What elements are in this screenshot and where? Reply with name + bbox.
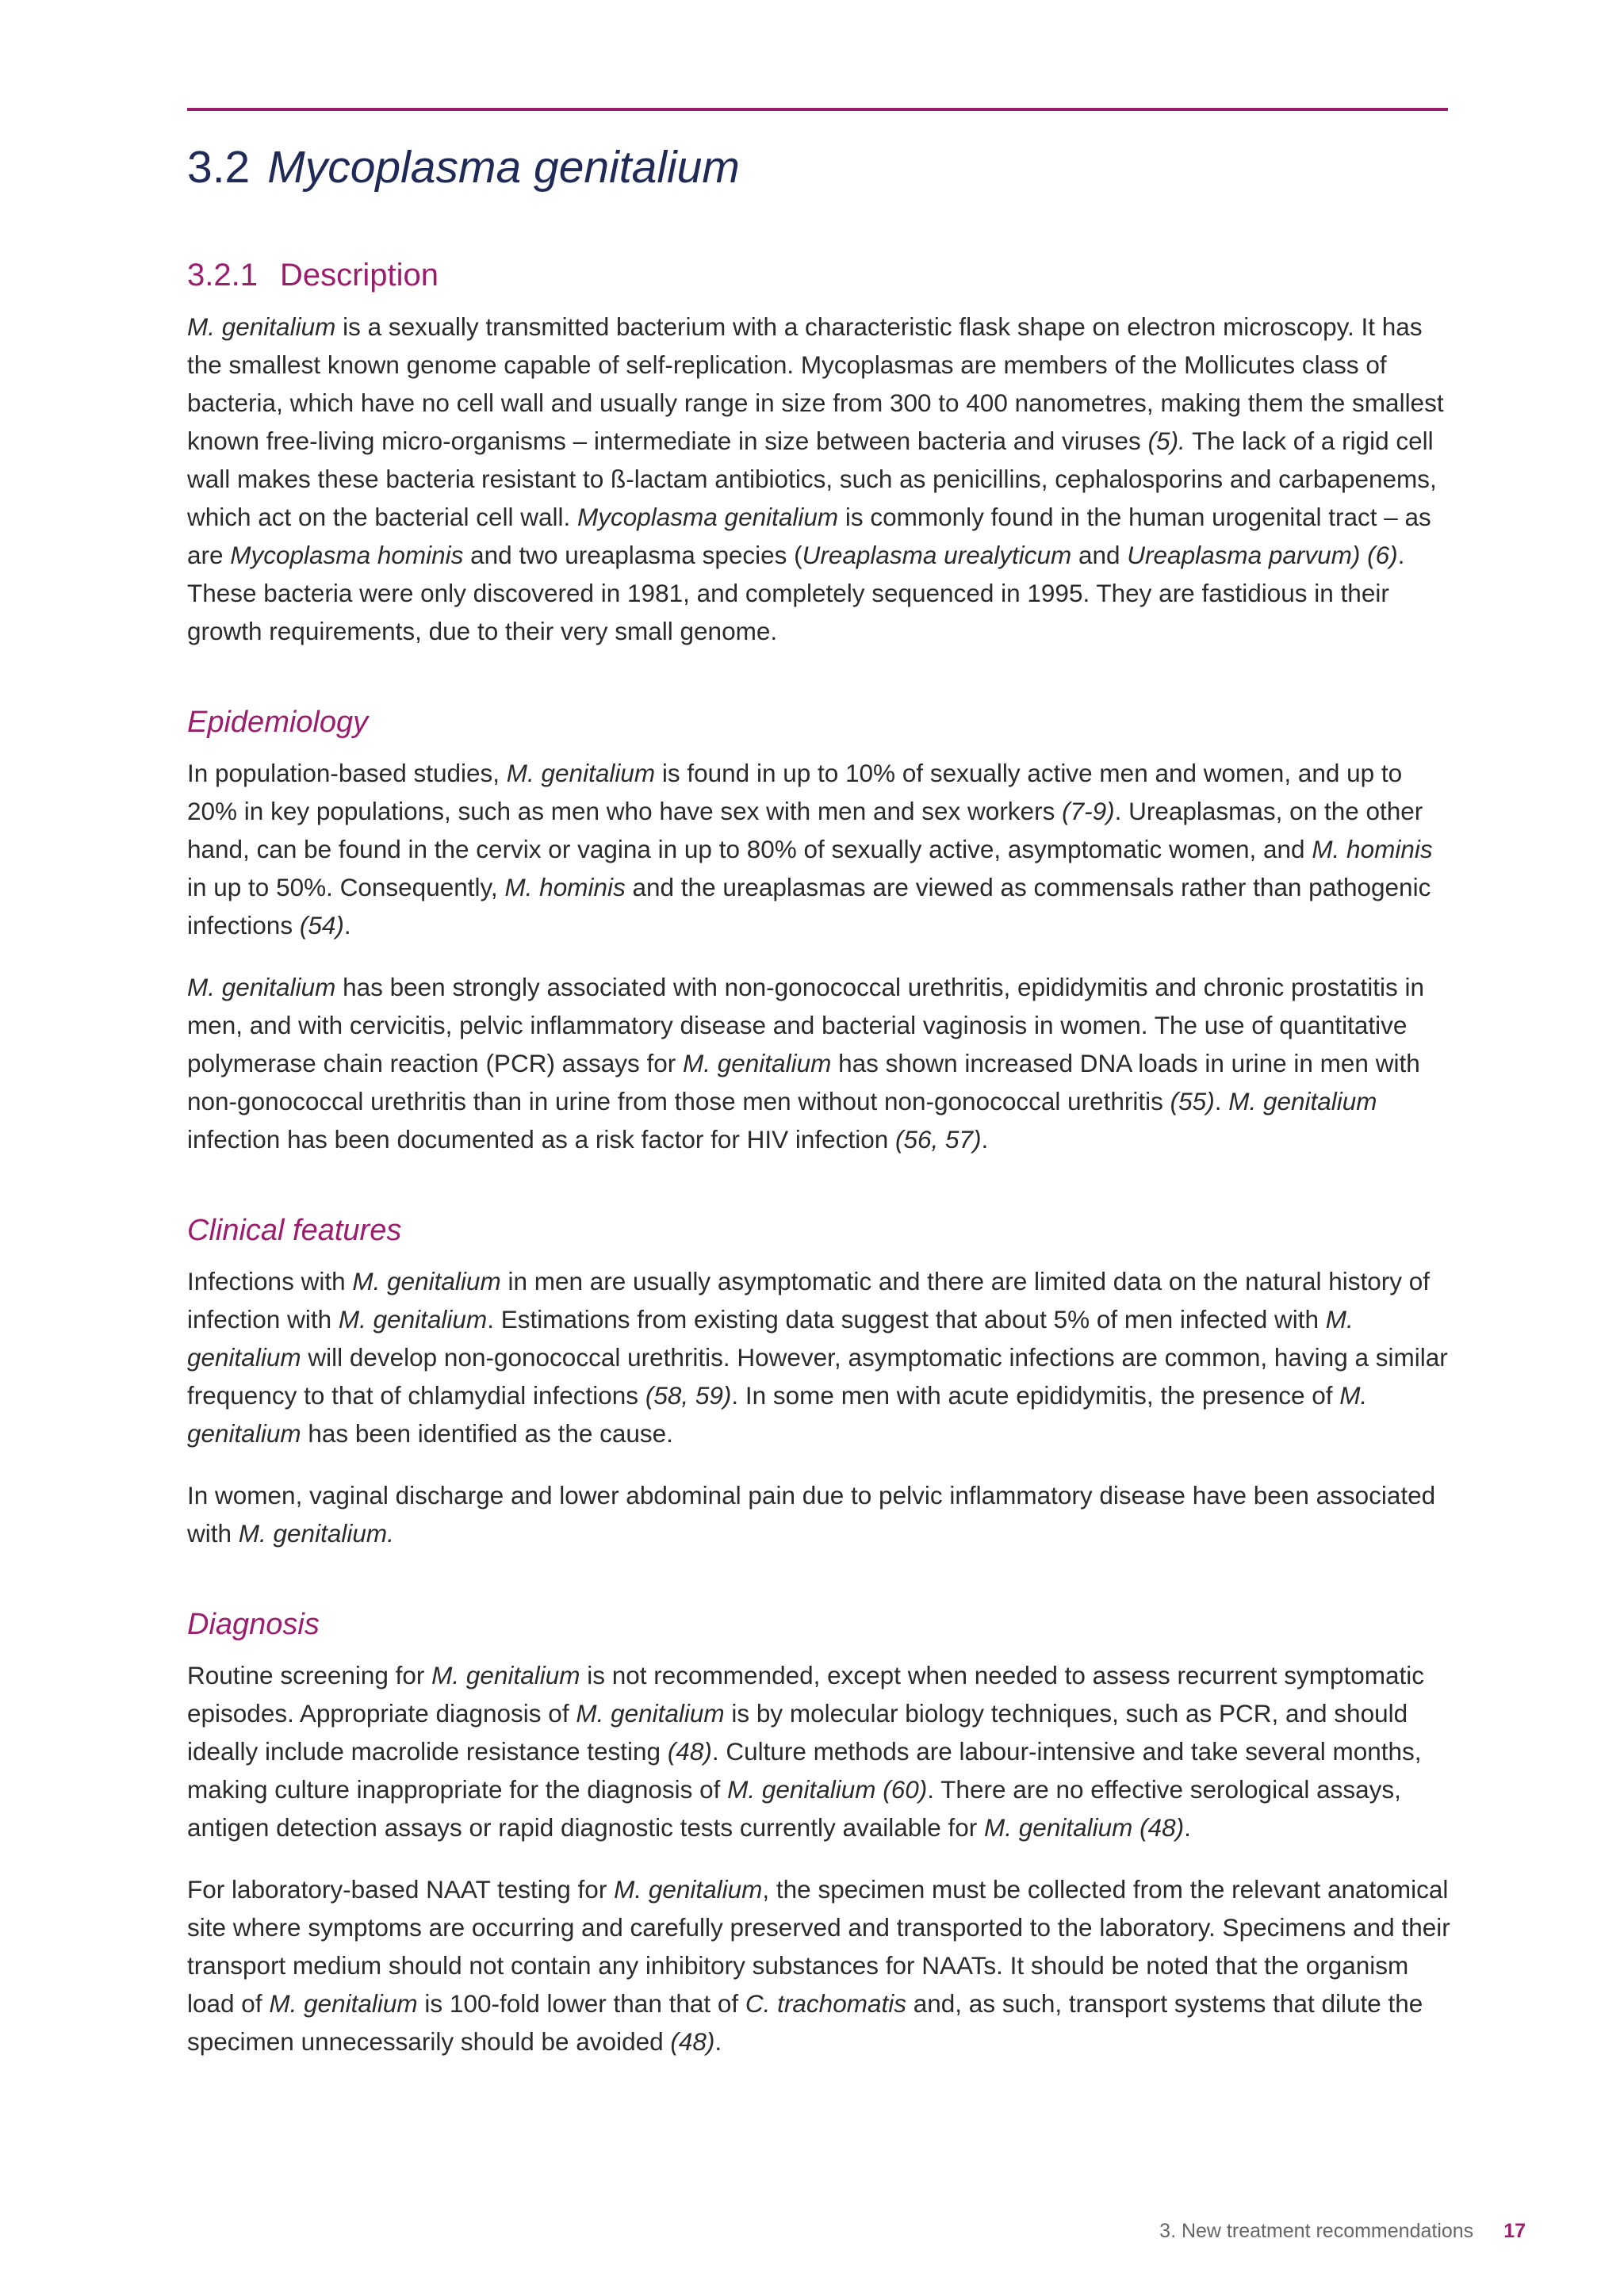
text-run: In women, vaginal discharge and lower abdominal pain due to pelvic inflammatory disease have been associated with [187,1481,1436,1548]
italic-run: M. genitalium [187,973,336,1001]
text-run: The lack of a rigid cell wall makes these bacteria resistant to ß-lactam antibiotics, such as penicillins, cephalosporins and carbapenems, which act on the bacterial cell wall. [187,427,1437,531]
italic-run: M. genitalium [187,1381,1368,1448]
section-title-text: Mycoplasma genitalium [267,142,740,193]
text-run: is commonly found in the human urogenital tract – as are [187,503,1431,569]
text-run: in men are usually asymptomatic and there are limited data on the natural history of infection with [187,1267,1431,1334]
section-number: 3.2 [187,142,251,193]
text-run: is not recommended, except when needed to assess recurrent symptomatic episodes. Appropriate diagnosis of [187,1661,1425,1728]
italic-run: M. genitalium [614,1875,763,1904]
italic-run: Ureaplasma urealyticum [802,541,1072,569]
text-run: is by molecular biology techniques, such as PCR, and should ideally include macrolide resistance testing [187,1699,1408,1766]
italic-run: M. genitalium [576,1699,725,1728]
text-run: . [1214,1087,1229,1115]
text-run: In population-based studies, [187,759,507,787]
italic-run: M. genitalium [683,1049,832,1077]
text-run: Routine screening for [187,1661,432,1689]
description-paragraph [187,308,1456,650]
text-run: has shown increased DNA loads in urine in men with non-gonococcal urethritis than in urine from those men without non-gonococcal urethritis [187,1049,1420,1115]
italic-run: (58, 59) [645,1381,732,1410]
italic-run: Mycoplasma genitalium [577,503,839,531]
page-body [187,258,1456,2084]
italic-run: (48) [670,2027,715,2056]
italic-run: M. genitalium [187,1305,1354,1372]
text-run: and [1071,541,1128,569]
italic-run: (48) [667,1737,712,1766]
text-run: will develop non-gonococcal urethritis. However, asymptomatic infections are common, having a similar frequency to that of chlamydial infections [187,1343,1448,1410]
italic-run: M. genitalium [338,1305,488,1334]
text-run: . [714,2027,722,2056]
italic-run: M. genitalium [269,1989,418,2018]
italic-run: (7-9) [1062,797,1115,825]
italic-run: M. hominis [1312,835,1433,863]
epidemiology-paragraph-1 [187,754,1456,944]
subsection-title-text: Description [279,258,439,293]
italic-run: M. genitalium [431,1661,580,1689]
text-run: . [343,911,351,939]
italic-run: M. genitalium [506,759,656,787]
page-number: 17 [1503,2220,1526,2242]
diagnosis-heading: Diagnosis [187,1608,320,1641]
text-run: . [1184,1813,1191,1842]
clinical-paragraph-2 [187,1476,1456,1552]
text-run: , the specimen must be collected from the relevant anatomical site where symptoms are occurring and carefully preserved and transported to the laboratory. Specimens and their transport medium should not contain any inhibitory substances for NAATs. It should be noted that the organism load of [187,1875,1450,2018]
text-run: is 100-fold lower than that of [417,1989,745,2018]
section-title [187,141,740,193]
italic-run: M. genitalium (48) [984,1813,1185,1842]
epidemiology-heading: Epidemiology [187,706,369,739]
diagnosis-paragraph-1 [187,1656,1456,1846]
italic-run: M. genitalium [352,1267,501,1295]
italic-run: M. genitalium. [238,1519,394,1548]
text-run: is found in up to 10% of sexually active men and women, and up to 20% in key populations, such as men who have sex with men and sex workers [187,759,1403,825]
italic-run: M. genitalium [187,312,336,341]
page-footer [1159,2220,1526,2243]
italic-run: Mycoplasma hominis [230,541,464,569]
text-run: . [981,1125,989,1154]
italic-run: Ureaplasma parvum) (6) [1127,541,1398,569]
text-run: infection has been documented as a risk factor for HIV infection [187,1125,895,1154]
italic-run: M. genitalium (60) [727,1775,928,1804]
text-run: and two ureaplasma species ( [463,541,802,569]
text-run: Infections with [187,1267,353,1295]
italic-run: (56, 57) [894,1125,982,1154]
italic-run: (55) [1170,1087,1215,1115]
text-run: and, as such, transport systems that dilute the specimen unnecessarily should be avoided [187,1989,1423,2056]
footer-chapter: 3. New treatment recommendations [1159,2220,1474,2242]
text-run: . Estimations from existing data suggest that about 5% of men infected with [487,1305,1326,1334]
italic-run: (5). [1147,427,1185,455]
italic-run: M. hominis [504,873,626,901]
subsection-title [187,258,1456,293]
text-run: . Culture methods are labour-intensive and take several months, making culture inappropriate for the diagnosis of [187,1737,1422,1804]
text-run: is a sexually transmitted bacterium with a characteristic flask shape on electron microscopy. It has the smallest known genome capable of self-replication. Mycoplasmas are members of the Mollicutes class of bacteria, which have no cell wall and usually range in size from 300 to 400 nanometres, making them the smallest known free-living micro-organisms – intermediate in size between bacteria and viruses [187,312,1444,455]
text-run: and the ureaplasmas are viewed as commensals rather than pathogenic infections [187,873,1431,939]
clinical-features-heading: Clinical features [187,1214,402,1247]
text-run: . These bacteria were only discovered in 1981, and completely sequenced in 1995. They are fastidious in their growth requirements, due to their very small genome. [187,541,1405,645]
italic-run: M. genitalium [1228,1087,1377,1115]
italic-run: (54) [299,911,344,939]
text-run: . Ureaplasmas, on the other hand, can be found in the cervix or vagina in up to 80% of sexually active, asymptomatic women, and [187,797,1423,863]
text-run: has been strongly associated with non-gonococcal urethritis, epididymitis and chronic prostatitis in men, and with cervicitis, pelvic inflammatory disease and bacterial vaginosis in women. The use of quantitative polymerase chain reaction (PCR) assays for [187,973,1425,1077]
text-run: . In some men with acute epididymitis, the presence of [731,1381,1340,1410]
text-run: has been identified as the cause. [301,1419,673,1448]
text-run: . There are no effective serological assays, antigen detection assays or rapid diagnostic tests currently available for [187,1775,1401,1842]
italic-run: C. trachomatis [745,1989,906,2018]
clinical-paragraph-1 [187,1262,1456,1452]
epidemiology-paragraph-2 [187,968,1456,1158]
header-rule [187,108,1448,111]
diagnosis-paragraph-2 [187,1870,1456,2061]
text-run: For laboratory-based NAAT testing for [187,1875,615,1904]
text-run: in up to 50%. Consequently, [187,873,505,901]
subsection-number: 3.2.1 [187,258,258,293]
